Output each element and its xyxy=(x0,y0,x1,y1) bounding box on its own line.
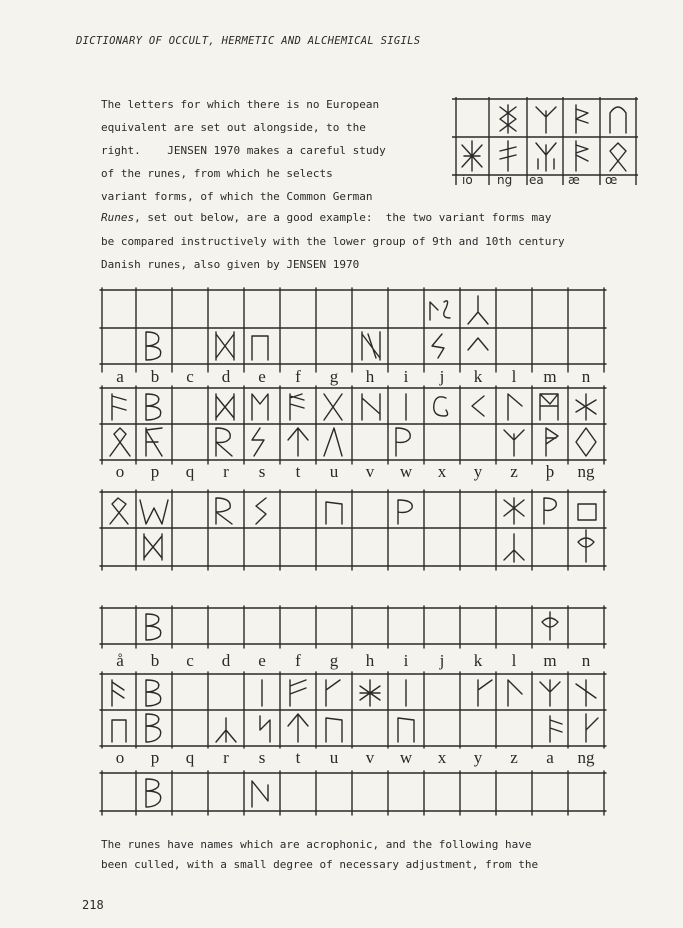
letter-o: o xyxy=(115,748,125,767)
rune-b xyxy=(146,394,161,420)
intro-line-5: variant forms, of which the Common German xyxy=(101,190,373,203)
german-letter-row-1 xyxy=(100,367,604,387)
letter-z: z xyxy=(510,748,518,767)
letter-i: i xyxy=(403,651,409,670)
letter-e: e xyxy=(258,651,266,670)
rune-j-upper xyxy=(432,334,444,358)
letter-r: r xyxy=(223,748,229,767)
letter-ng: ng xyxy=(577,748,595,767)
running-head: DICTIONARY OF OCCULT, HERMETIC AND ALCHEMICAL SIGILS xyxy=(76,35,421,47)
rune-w-variant xyxy=(398,500,412,524)
letter-u: u xyxy=(329,748,339,767)
rune-f xyxy=(290,394,304,420)
letter-x: x xyxy=(437,748,447,767)
danish-rune-n xyxy=(576,680,596,706)
rune-d xyxy=(216,394,234,420)
danish-rune-w xyxy=(398,718,414,742)
letter-n: n xyxy=(581,651,591,670)
rune-p xyxy=(146,428,162,456)
letter-p: p xyxy=(150,462,160,481)
rune-ea xyxy=(536,143,556,171)
intro-line-7: be compared instructively with the lower group of 9th and 10th century xyxy=(101,235,565,248)
rune-g xyxy=(324,394,342,420)
letter-h: h xyxy=(365,651,375,670)
letter-d: d xyxy=(221,651,231,670)
rune-n xyxy=(576,394,596,420)
variant-label-ae: æ xyxy=(568,173,580,187)
danish-rune-h xyxy=(360,680,380,706)
danish-rune-m xyxy=(540,680,560,706)
rune-i-variant-top xyxy=(430,301,450,320)
rune-u xyxy=(324,428,342,456)
danish-rune-a xyxy=(112,680,124,706)
rune-d-upper xyxy=(216,332,234,360)
rune-l xyxy=(508,394,522,420)
danish-letter-row-1 xyxy=(100,651,604,671)
rune-ng-variant xyxy=(536,107,556,133)
letter-l: l xyxy=(511,367,517,386)
danish-rune-b-variant xyxy=(146,614,161,640)
variant-label-ng: ng xyxy=(497,173,513,187)
intro-line-6 xyxy=(101,211,551,224)
danish-rune-r xyxy=(216,718,236,742)
rune-e-upper xyxy=(252,336,268,360)
letter-a: a xyxy=(546,748,554,767)
letter-a: a xyxy=(116,367,124,386)
letter-b: b xyxy=(150,367,160,386)
variant-rune-table xyxy=(452,97,638,185)
rune-r xyxy=(216,428,232,456)
letter-n: n xyxy=(581,367,591,386)
letter-j: j xyxy=(439,651,445,670)
danish-rune-u xyxy=(326,718,342,742)
danish-rune-o xyxy=(112,720,126,742)
danish-rune-m-variant xyxy=(542,612,558,640)
letter-f: f xyxy=(295,367,301,386)
rune-y-lower xyxy=(504,534,524,562)
variant-label-ea: ëa xyxy=(529,173,544,187)
danish-rune-ng xyxy=(586,714,598,742)
rune-s xyxy=(252,428,264,456)
variant-label-oe: œ xyxy=(605,173,618,187)
letter-l: l xyxy=(511,651,517,670)
letter-k: k xyxy=(473,651,483,670)
letter-o: o xyxy=(115,462,125,481)
intro-line-4: of the runes, from which he selects xyxy=(101,167,333,180)
letter-thorn: þ xyxy=(545,462,555,481)
letter-k: k xyxy=(473,367,483,386)
danish-rune-u-variant xyxy=(252,781,268,807)
letter-r: r xyxy=(223,462,229,481)
letter-e: e xyxy=(258,367,266,386)
rune-o xyxy=(110,428,130,456)
letter-w: w xyxy=(399,462,413,481)
danish-rune-a-lower xyxy=(550,716,562,742)
letter-b: b xyxy=(150,651,160,670)
letter-y: y xyxy=(473,462,483,481)
letter-m: m xyxy=(543,651,557,670)
danish-rune-p-variant xyxy=(146,779,161,807)
rune-b-upper xyxy=(146,332,161,360)
letter-q: q xyxy=(185,462,195,481)
letter-t: t xyxy=(295,748,301,767)
rune-z xyxy=(546,428,558,456)
rune-u-variant xyxy=(326,502,342,524)
rune-h xyxy=(362,394,380,420)
rune-w xyxy=(396,428,410,456)
letter-c: c xyxy=(186,367,194,386)
footer-line-2: been culled, with a small degree of necessary adjustment, from the xyxy=(101,858,539,871)
letter-d: d xyxy=(221,367,231,386)
rune-thorn xyxy=(576,428,596,456)
intro-line-2: equivalent are set out alongside, to the xyxy=(101,121,366,134)
letter-z: z xyxy=(510,462,518,481)
letter-i: i xyxy=(403,367,409,386)
common-german-runes-title: Runes xyxy=(101,211,135,224)
rune-k-variant-top xyxy=(468,296,488,324)
rune-t xyxy=(288,428,308,456)
danish-rune-f xyxy=(290,680,306,706)
rune-z-variant xyxy=(544,498,556,524)
letter-g: g xyxy=(329,367,339,386)
letter-x: x xyxy=(437,462,447,481)
danish-letter-row-2 xyxy=(100,748,604,768)
letter-h: h xyxy=(365,367,375,386)
danish-rune-b xyxy=(146,680,161,706)
letter-v: v xyxy=(365,462,375,481)
rune-y xyxy=(504,430,524,456)
rune-h-upper xyxy=(362,332,380,360)
rune-k-upper xyxy=(468,338,488,350)
danish-rune-k xyxy=(478,680,492,706)
rune-p-variant xyxy=(140,500,168,524)
intro-line-8: Danish runes, also given by JENSEN 1970 xyxy=(101,258,360,271)
rune-o-variant xyxy=(110,498,128,524)
rune-oe xyxy=(610,143,626,171)
letter-c: c xyxy=(186,651,194,670)
rune-ng xyxy=(500,141,516,171)
rune-r-variant xyxy=(216,498,232,524)
rune-k xyxy=(472,396,484,416)
rune-m xyxy=(540,394,558,420)
rune-e-lower xyxy=(144,534,162,560)
letter-m: m xyxy=(543,367,557,386)
letter-j: j xyxy=(439,367,445,386)
letter-ng: ng xyxy=(577,462,595,481)
rune-thorn-variant xyxy=(578,504,596,520)
letter-v: v xyxy=(365,748,375,767)
danish-rune-p xyxy=(146,714,161,742)
danish-rune-g xyxy=(326,680,340,706)
letter-p: p xyxy=(150,748,160,767)
rune-ng-lower xyxy=(578,530,594,562)
rune-s-variant xyxy=(256,498,266,524)
letter-s: s xyxy=(258,748,266,767)
rune-e xyxy=(252,394,268,420)
letter-t: t xyxy=(295,462,301,481)
rune-io xyxy=(462,141,482,171)
german-letter-row-2 xyxy=(100,462,604,482)
page-number: 218 xyxy=(82,898,104,912)
danish-rune-t xyxy=(288,714,308,742)
footer-line-1: The runes have names which are acrophonic, and the following have xyxy=(101,838,532,851)
letter-y: y xyxy=(473,748,483,767)
rune-ae-variant xyxy=(610,107,626,133)
letter-w: w xyxy=(399,748,413,767)
rune-ae xyxy=(576,141,588,171)
danish-rune-l xyxy=(508,680,522,706)
intro-line-1: The letters for which there is no European xyxy=(101,98,380,111)
rune-io-variant xyxy=(500,105,516,133)
letter-q: q xyxy=(185,748,195,767)
intro-line-3: right. JENSEN 1970 makes a careful study xyxy=(101,144,386,157)
letter-s: s xyxy=(258,462,266,481)
letter-u: u xyxy=(329,462,339,481)
letter-g: g xyxy=(329,651,339,670)
rune-a xyxy=(112,394,126,420)
rune-ea-variant xyxy=(576,105,588,133)
intro-line-6-rest: , set out below, are a good example: the two variant forms may xyxy=(134,211,552,224)
danish-rune-s xyxy=(260,716,270,742)
rune-j xyxy=(434,397,448,416)
letter-a-ring: å xyxy=(116,651,124,670)
letter-f: f xyxy=(295,651,301,670)
rune-y-variant xyxy=(504,498,524,524)
variant-label-io: io xyxy=(462,173,473,187)
